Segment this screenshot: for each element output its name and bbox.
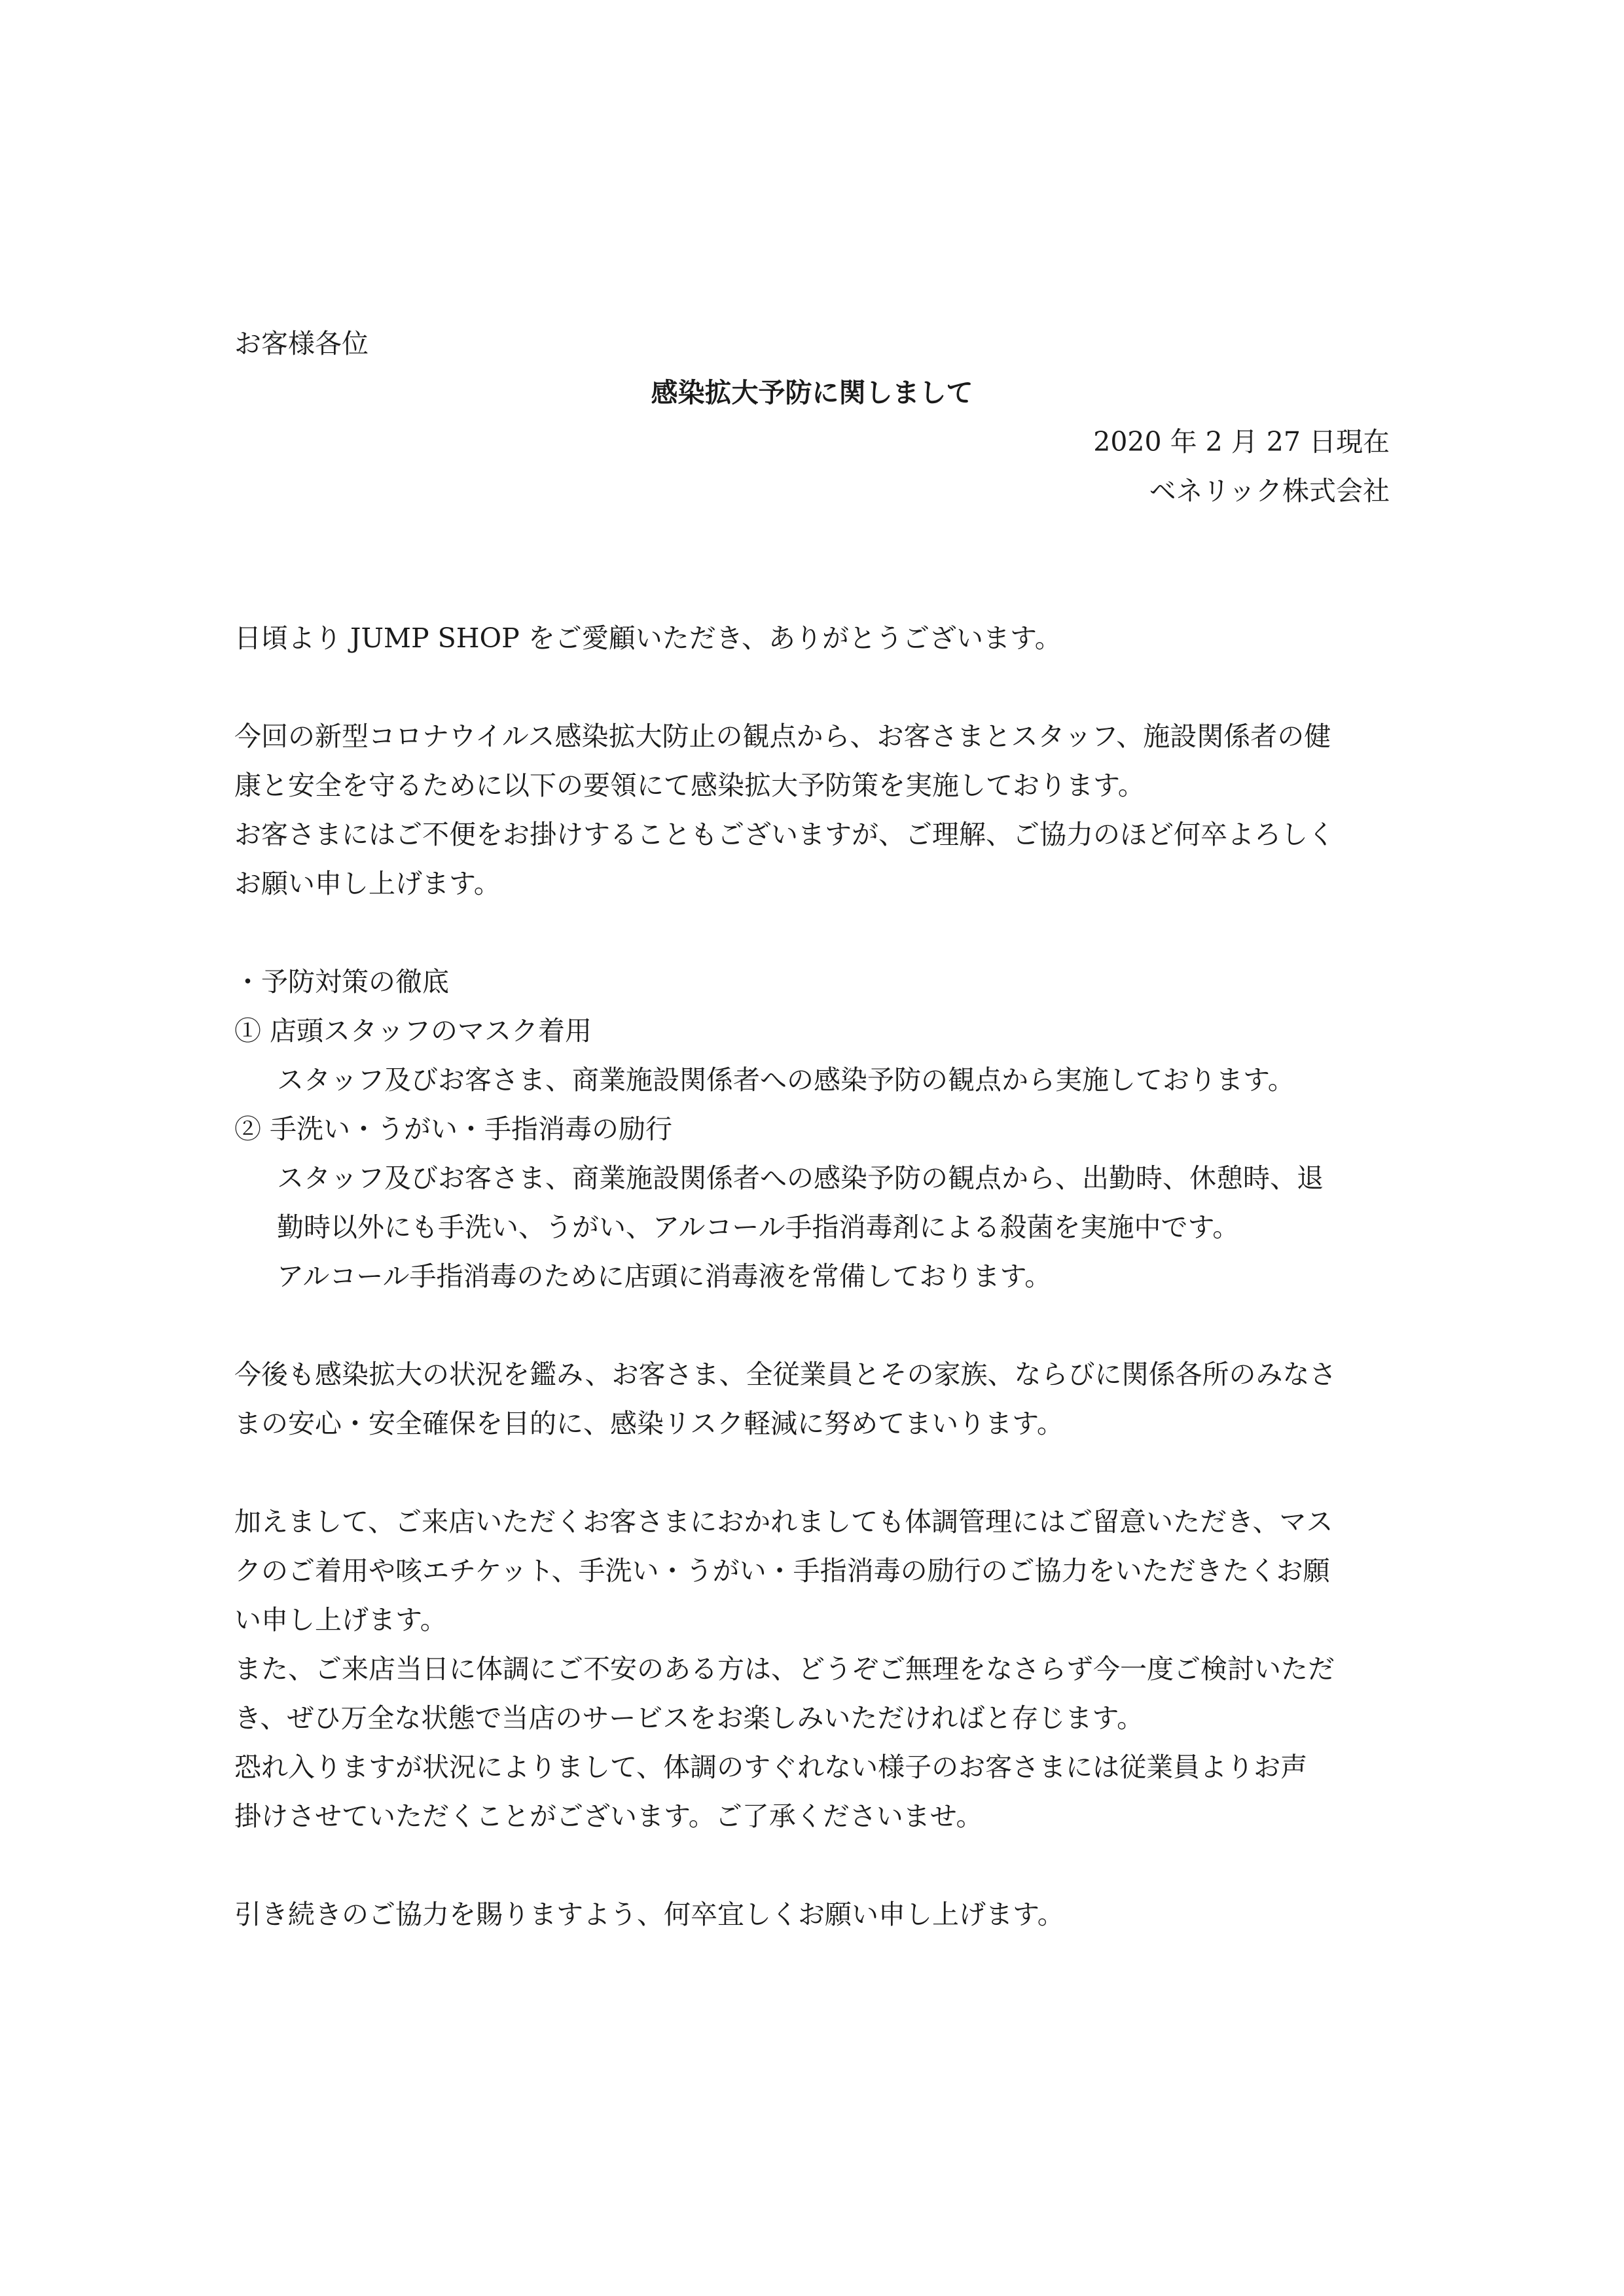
paragraph-line: お願い申し上げます。 bbox=[234, 868, 501, 899]
closing-line: 引き続きのご協力を賜りますよう、何卒宜しくお願い申し上げます。 bbox=[234, 1899, 1064, 1930]
paragraph-line: 康と安全を守るために以下の要領にて感染拡大予防策を実施しております。 bbox=[234, 770, 1145, 801]
paragraph-line: 今回の新型コロナウイルス感染拡大防止の観点から、お客さまとスタッフ、施設関係者の健 bbox=[234, 721, 1331, 752]
paragraph-line: 加えまして、ご来店いただくお客さまにおかれましても体調管理にはご留意いただき、マス bbox=[234, 1506, 1333, 1537]
paragraph-line: お客さまにはご不便をお掛けすることもございますが、ご理解、ご協力のほど何卒よろしく bbox=[234, 819, 1335, 850]
paragraph-line: また、ご来店当日に体調にご不安のある方は、どうぞご無理をなさらず今一度ご検討いただ bbox=[234, 1653, 1335, 1685]
document-page bbox=[234, 0, 1390, 2296]
paragraph-line: い申し上げます。 bbox=[234, 1604, 447, 1636]
paragraph-line: 今後も感染拡大の状況を鑑み、お客さま、全従業員とその家族、ならびに関係各所のみなさ bbox=[234, 1359, 1337, 1390]
measure-item-1-text: スタッフ及びお客さま、商業施設関係者への感染予防の観点から実施しております。 bbox=[277, 1064, 1295, 1096]
addressee: お客様各位 bbox=[234, 328, 369, 359]
paragraph-line: クのご着用や咳エチケット、手洗い・うがい・手指消毒の励行のご協力をいただきたくお願 bbox=[234, 1555, 1330, 1587]
measure-item-1-title: ① 店頭スタッフのマスク着用 bbox=[234, 1015, 592, 1047]
paragraph-line: 掛けさせていただくことがございます。ご了承くださいませ。 bbox=[234, 1801, 983, 1832]
document-title: 感染拡大予防に関しまして bbox=[651, 377, 973, 408]
greeting: 日頃より JUMP SHOP をご愛顧いただき、ありがとうございます。 bbox=[234, 622, 1062, 654]
paragraph-line: まの安心・安全確保を目的に、感染リスク軽減に努めてまいります。 bbox=[234, 1408, 1064, 1439]
measures-heading: ・予防対策の徹底 bbox=[234, 966, 449, 997]
measure-item-2-text: 勤時以外にも手洗い、うがい、アルコール手指消毒剤による殺菌を実施中です。 bbox=[277, 1211, 1240, 1243]
company-name: ベネリック株式会社 bbox=[1149, 475, 1390, 507]
measure-item-2-title: ② 手洗い・うがい・手指消毒の励行 bbox=[234, 1113, 673, 1145]
paragraph-line: き、ぜひ万全な状態で当店のサービスをお楽しみいただければと存じます。 bbox=[234, 1702, 1144, 1734]
measure-item-2-text: アルコール手指消毒のために店頭に消毒液を常備しております。 bbox=[277, 1261, 1052, 1292]
date-line: 2020 年 2 月 27 日現在 bbox=[1093, 426, 1390, 457]
paragraph-line: 恐れ入りますが状況によりまして、体調のすぐれない様子のお客さまには従業員よりお声 bbox=[234, 1751, 1308, 1783]
measure-item-2-text: スタッフ及びお客さま、商業施設関係者への感染予防の観点から、出勤時、休憩時、退 bbox=[277, 1162, 1324, 1194]
